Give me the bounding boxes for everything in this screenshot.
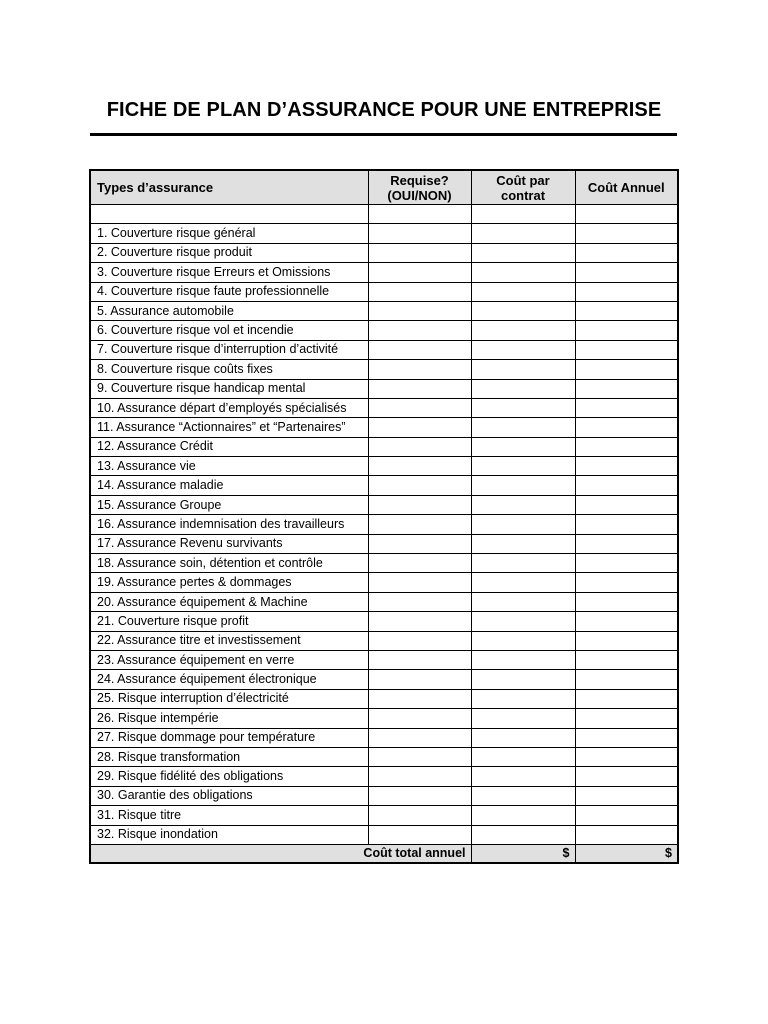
total-contract-cost-cell[interactable]: $ — [471, 844, 575, 863]
table-row — [90, 747, 678, 766]
document-title: FICHE DE PLAN D’ASSURANCE POUR UNE ENTREPRISE — [106, 99, 662, 121]
insurance-type-label: 21. Couverture risque profit — [90, 612, 368, 631]
total-annual-cost-label: Coût total annuel — [90, 844, 471, 863]
table-row — [90, 786, 678, 805]
table-row — [90, 825, 678, 844]
required-cell[interactable] — [368, 437, 471, 456]
cost-per-contract-cell[interactable] — [471, 398, 575, 417]
insurance-type-label: 27. Risque dommage pour température — [90, 728, 368, 747]
insurance-type-label: 31. Risque titre — [90, 806, 368, 825]
required-cell[interactable] — [368, 301, 471, 320]
cost-per-contract-cell[interactable] — [471, 728, 575, 747]
cost-per-contract-cell[interactable] — [471, 650, 575, 669]
cost-per-contract-cell[interactable] — [471, 670, 575, 689]
cost-per-contract-cell[interactable] — [471, 515, 575, 534]
table-row — [90, 631, 678, 650]
header-required-line2: (OUI/NON) — [387, 187, 452, 203]
insurance-type-label: 16. Assurance indemnisation des travailleurs — [90, 515, 368, 534]
required-cell[interactable] — [368, 592, 471, 611]
header-required — [368, 170, 471, 205]
insurance-type-label: 20. Assurance équipement & Machine — [90, 592, 368, 611]
table-row — [90, 224, 678, 243]
table-row — [90, 301, 678, 320]
annual-cost-cell[interactable] — [575, 476, 678, 495]
annual-cost-cell[interactable] — [575, 534, 678, 553]
insurance-type-label: 15. Assurance Groupe — [90, 495, 368, 514]
annual-cost-cell[interactable] — [575, 243, 678, 262]
header-cost-contract-line2: contrat — [500, 187, 546, 203]
total-row — [90, 844, 678, 863]
table-row — [90, 767, 678, 786]
cost-per-contract-cell[interactable] — [471, 806, 575, 825]
annual-cost-cell[interactable] — [575, 554, 678, 573]
annual-cost-cell[interactable] — [575, 786, 678, 805]
insurance-type-label: 25. Risque interruption d’électricité — [90, 689, 368, 708]
required-cell[interactable] — [368, 573, 471, 592]
required-cell[interactable] — [368, 224, 471, 243]
annual-cost-cell[interactable] — [575, 437, 678, 456]
table-row — [90, 709, 678, 728]
annual-cost-cell[interactable] — [575, 767, 678, 786]
required-cell[interactable] — [368, 243, 471, 262]
cost-per-contract-cell[interactable] — [471, 301, 575, 320]
table-row — [90, 515, 678, 534]
required-cell[interactable] — [368, 728, 471, 747]
table-row — [90, 243, 678, 262]
table-row — [90, 495, 678, 514]
table-row — [90, 321, 678, 340]
table-spacer-row — [90, 205, 678, 224]
insurance-type-label: 32. Risque inondation — [90, 825, 368, 844]
insurance-type-label: 10. Assurance départ d’employés spécialisés — [90, 398, 368, 417]
annual-cost-cell[interactable] — [575, 670, 678, 689]
annual-cost-cell[interactable] — [575, 825, 678, 844]
required-cell[interactable] — [368, 825, 471, 844]
spacer-cell — [575, 205, 678, 224]
annual-cost-cell[interactable] — [575, 515, 678, 534]
header-cost-contract-line1: Coût par — [496, 172, 550, 188]
total-annual-cost-cell[interactable]: $ — [575, 844, 678, 863]
required-cell[interactable] — [368, 495, 471, 514]
cost-per-contract-cell[interactable] — [471, 767, 575, 786]
required-cell[interactable] — [368, 612, 471, 631]
table-row — [90, 612, 678, 631]
title-underline — [90, 133, 677, 136]
table-row — [90, 689, 678, 708]
table-row — [90, 534, 678, 553]
insurance-type-label: 12. Assurance Crédit — [90, 437, 368, 456]
cost-per-contract-cell[interactable] — [471, 573, 575, 592]
insurance-type-label: 19. Assurance pertes & dommages — [90, 573, 368, 592]
table-row — [90, 457, 678, 476]
table-row — [90, 554, 678, 573]
annual-cost-cell[interactable] — [575, 418, 678, 437]
insurance-type-label: 2. Couverture risque produit — [90, 243, 368, 262]
insurance-type-label: 17. Assurance Revenu survivants — [90, 534, 368, 553]
annual-cost-cell[interactable] — [575, 592, 678, 611]
cost-per-contract-cell[interactable] — [471, 592, 575, 611]
required-cell[interactable] — [368, 631, 471, 650]
table-row — [90, 398, 678, 417]
insurance-type-label: 3. Couverture risque Erreurs et Omissions — [90, 263, 368, 282]
required-cell[interactable] — [368, 554, 471, 573]
table-row — [90, 263, 678, 282]
table-row — [90, 360, 678, 379]
annual-cost-cell[interactable] — [575, 747, 678, 766]
cost-per-contract-cell[interactable] — [471, 709, 575, 728]
cost-per-contract-cell[interactable] — [471, 534, 575, 553]
table-row — [90, 592, 678, 611]
annual-cost-cell[interactable] — [575, 631, 678, 650]
table-row — [90, 476, 678, 495]
required-cell[interactable] — [368, 747, 471, 766]
cost-per-contract-cell[interactable] — [471, 747, 575, 766]
table-row — [90, 670, 678, 689]
insurance-type-label: 14. Assurance maladie — [90, 476, 368, 495]
spacer-cell — [368, 205, 471, 224]
table-row — [90, 418, 678, 437]
annual-cost-cell[interactable] — [575, 398, 678, 417]
table-row — [90, 437, 678, 456]
annual-cost-cell[interactable] — [575, 301, 678, 320]
annual-cost-cell[interactable] — [575, 321, 678, 340]
annual-cost-cell[interactable] — [575, 340, 678, 359]
insurance-type-label: 5. Assurance automobile — [90, 301, 368, 320]
table-row — [90, 728, 678, 747]
insurance-type-label: 29. Risque fidélité des obligations — [90, 767, 368, 786]
table-row — [90, 650, 678, 669]
cost-per-contract-cell[interactable] — [471, 379, 575, 398]
insurance-type-label: 22. Assurance titre et investissement — [90, 631, 368, 650]
required-cell[interactable] — [368, 786, 471, 805]
required-cell[interactable] — [368, 379, 471, 398]
annual-cost-cell[interactable] — [575, 689, 678, 708]
annual-cost-cell[interactable] — [575, 806, 678, 825]
insurance-type-label: 26. Risque intempérie — [90, 709, 368, 728]
cost-per-contract-cell[interactable] — [471, 418, 575, 437]
cost-per-contract-cell[interactable] — [471, 360, 575, 379]
required-cell[interactable] — [368, 534, 471, 553]
cost-per-contract-cell[interactable] — [471, 689, 575, 708]
cost-per-contract-cell[interactable] — [471, 263, 575, 282]
annual-cost-cell[interactable] — [575, 360, 678, 379]
annual-cost-cell[interactable] — [575, 728, 678, 747]
insurance-type-label: 7. Couverture risque d’interruption d’activité — [90, 340, 368, 359]
insurance-type-label: 11. Assurance “Actionnaires” et “Partenaires” — [90, 418, 368, 437]
cost-per-contract-cell[interactable] — [471, 243, 575, 262]
required-cell[interactable] — [368, 806, 471, 825]
annual-cost-cell[interactable] — [575, 224, 678, 243]
required-cell[interactable] — [368, 418, 471, 437]
spacer-cell — [90, 205, 368, 224]
cost-per-contract-cell[interactable] — [471, 495, 575, 514]
cost-per-contract-cell[interactable] — [471, 825, 575, 844]
insurance-type-label: 1. Couverture risque général — [90, 224, 368, 243]
insurance-type-label: 13. Assurance vie — [90, 457, 368, 476]
table-row — [90, 379, 678, 398]
required-cell[interactable] — [368, 321, 471, 340]
cost-per-contract-cell[interactable] — [471, 321, 575, 340]
cost-per-contract-cell[interactable] — [471, 340, 575, 359]
header-required-line1: Requise? — [390, 172, 449, 188]
required-cell[interactable] — [368, 515, 471, 534]
insurance-type-label: 8. Couverture risque coûts fixes — [90, 360, 368, 379]
insurance-type-label: 4. Couverture risque faute professionnelle — [90, 282, 368, 301]
insurance-type-label: 6. Couverture risque vol et incendie — [90, 321, 368, 340]
insurance-type-label: 30. Garantie des obligations — [90, 786, 368, 805]
required-cell[interactable] — [368, 709, 471, 728]
required-cell[interactable] — [368, 398, 471, 417]
annual-cost-cell[interactable] — [575, 612, 678, 631]
spacer-cell — [471, 205, 575, 224]
required-cell[interactable] — [368, 340, 471, 359]
insurance-type-label: 24. Assurance équipement électronique — [90, 670, 368, 689]
table-row — [90, 340, 678, 359]
annual-cost-cell[interactable] — [575, 263, 678, 282]
cost-per-contract-cell[interactable] — [471, 282, 575, 301]
insurance-plan-table — [89, 169, 679, 864]
cost-per-contract-cell[interactable] — [471, 476, 575, 495]
cost-per-contract-cell[interactable] — [471, 631, 575, 650]
table-row — [90, 806, 678, 825]
annual-cost-cell[interactable] — [575, 709, 678, 728]
cost-per-contract-cell[interactable] — [471, 786, 575, 805]
cost-per-contract-cell[interactable] — [471, 457, 575, 476]
table-row — [90, 573, 678, 592]
insurance-type-label: 18. Assurance soin, détention et contrôle — [90, 554, 368, 573]
header-annual-cost: Coût Annuel — [575, 170, 678, 205]
cost-per-contract-cell[interactable] — [471, 612, 575, 631]
annual-cost-cell[interactable] — [575, 457, 678, 476]
insurance-type-label: 28. Risque transformation — [90, 747, 368, 766]
required-cell[interactable] — [368, 689, 471, 708]
required-cell[interactable] — [368, 263, 471, 282]
cost-per-contract-cell[interactable] — [471, 437, 575, 456]
cost-per-contract-cell[interactable] — [471, 224, 575, 243]
required-cell[interactable] — [368, 282, 471, 301]
required-cell[interactable] — [368, 457, 471, 476]
insurance-type-label: 23. Assurance équipement en verre — [90, 650, 368, 669]
annual-cost-cell[interactable] — [575, 650, 678, 669]
cost-per-contract-cell[interactable] — [471, 554, 575, 573]
required-cell[interactable] — [368, 670, 471, 689]
table-row — [90, 282, 678, 301]
header-insurance-type: Types d’assurance — [90, 170, 368, 205]
annual-cost-cell[interactable] — [575, 573, 678, 592]
required-cell[interactable] — [368, 650, 471, 669]
insurance-type-label: 9. Couverture risque handicap mental — [90, 379, 368, 398]
required-cell[interactable] — [368, 767, 471, 786]
annual-cost-cell[interactable] — [575, 379, 678, 398]
required-cell[interactable] — [368, 476, 471, 495]
annual-cost-cell[interactable] — [575, 495, 678, 514]
table-header-row — [90, 170, 678, 205]
required-cell[interactable] — [368, 360, 471, 379]
annual-cost-cell[interactable] — [575, 282, 678, 301]
header-cost-per-contract — [471, 170, 575, 205]
